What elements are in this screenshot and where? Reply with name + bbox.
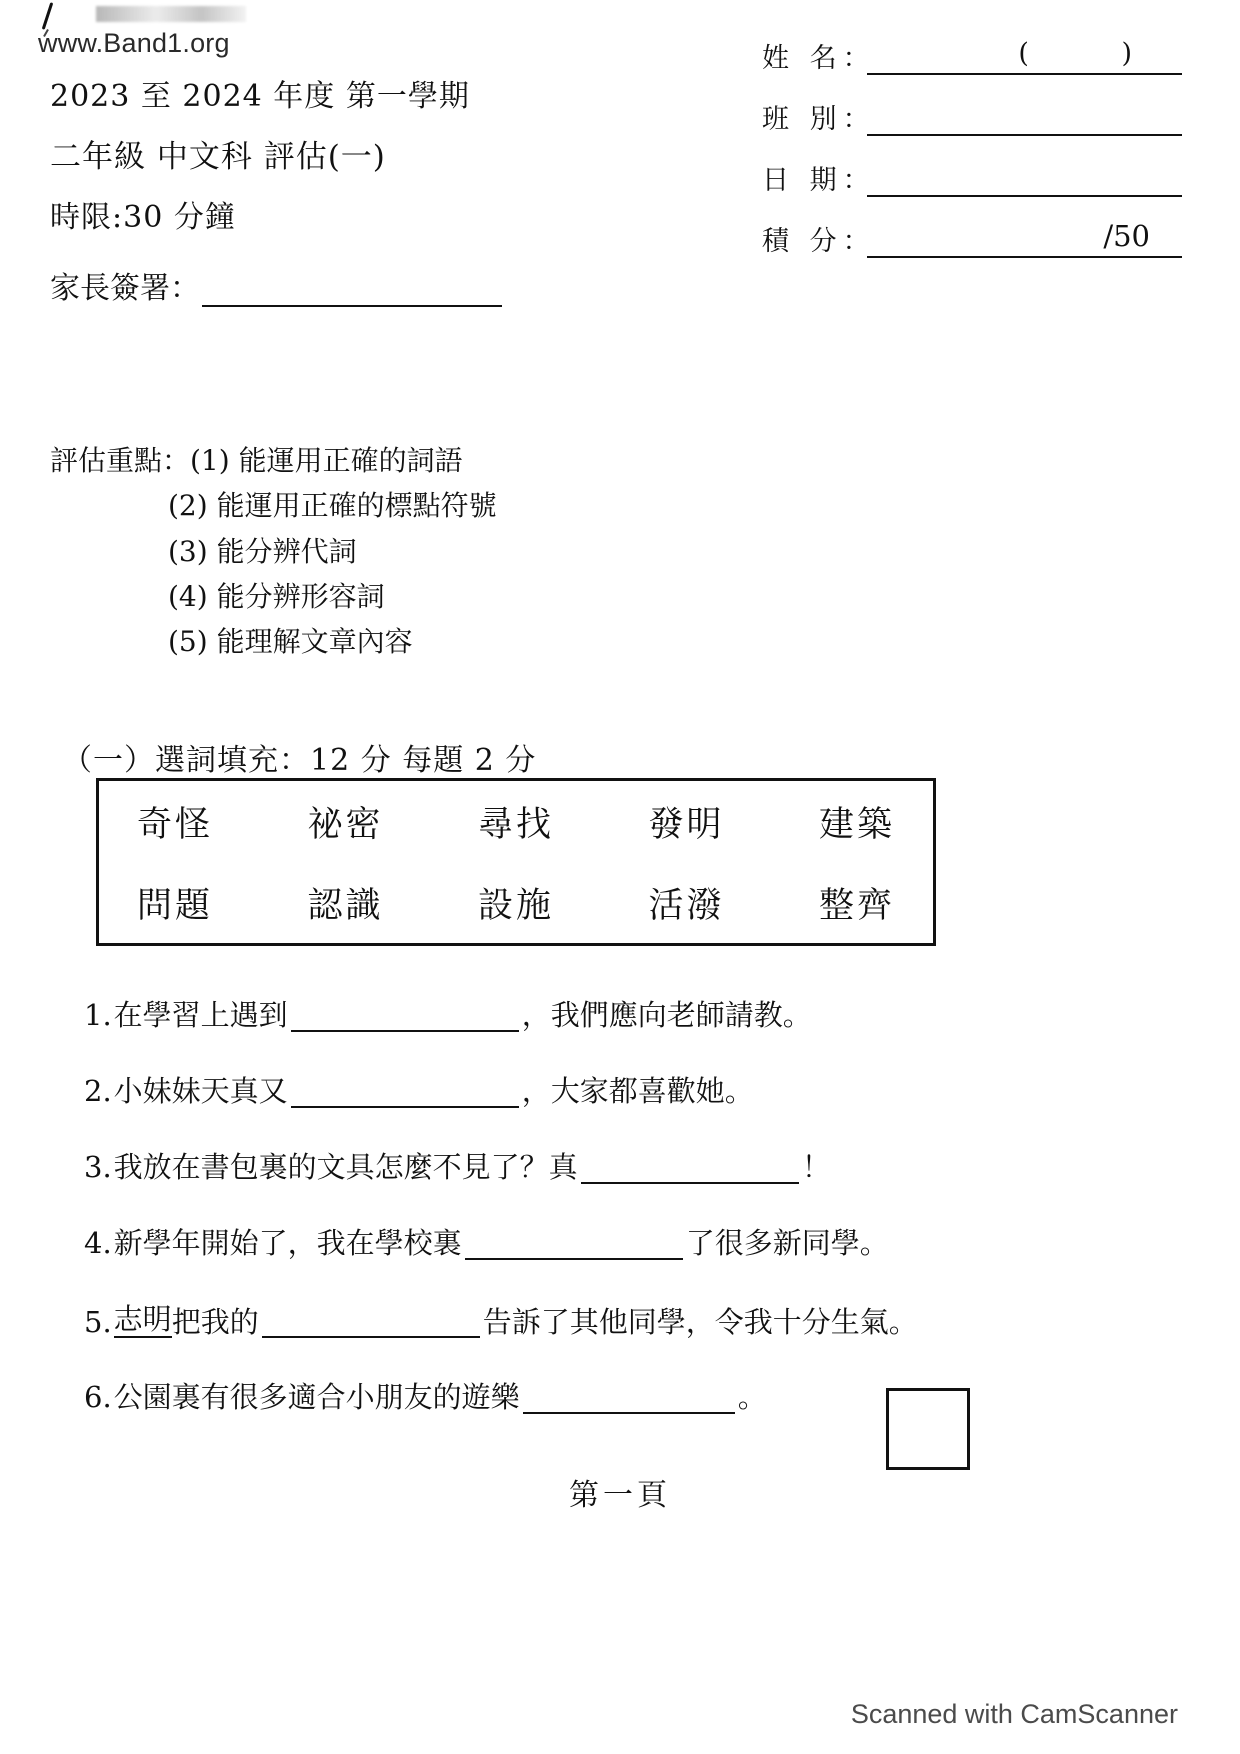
question-text-before: 新學年開始了，我在學校裏 bbox=[113, 1225, 462, 1260]
name-label: 姓 名： bbox=[762, 43, 876, 74]
word-bank-row bbox=[99, 781, 933, 862]
name-field-row bbox=[762, 36, 1182, 75]
word-bank-word[interactable]: 設施 bbox=[477, 885, 554, 926]
date-field-row bbox=[762, 158, 1182, 197]
question-text-before: 小妹妹天真又 bbox=[113, 1073, 288, 1108]
question-list bbox=[84, 1000, 1174, 1458]
parent-signature-label: 家長簽署： bbox=[50, 271, 200, 306]
question-text-after: 了很多新同學。 bbox=[685, 1225, 889, 1260]
word-bank-word[interactable]: 發明 bbox=[648, 804, 725, 845]
page-number: 第一頁 bbox=[569, 1478, 671, 1513]
scan-smudge bbox=[96, 6, 246, 22]
parent-signature-field[interactable] bbox=[202, 279, 502, 307]
question-item bbox=[84, 1073, 1174, 1108]
section-score-box[interactable] bbox=[886, 1388, 970, 1470]
word-bank-word[interactable]: 問題 bbox=[137, 885, 214, 926]
header-left bbox=[50, 79, 610, 307]
score-input[interactable] bbox=[867, 219, 1182, 258]
class-field-row bbox=[762, 97, 1182, 136]
word-bank-word[interactable]: 祕密 bbox=[307, 804, 384, 845]
word-bank-word[interactable]: 整齊 bbox=[818, 885, 895, 926]
question-text-after: 告訴了其他同學，令我十分生氣。 bbox=[482, 1304, 918, 1339]
question-number: 5. bbox=[84, 1304, 112, 1339]
word-bank bbox=[96, 778, 936, 946]
question-item bbox=[84, 1000, 1174, 1032]
class-label: 班 別： bbox=[762, 104, 876, 135]
name-paren: ( ) bbox=[1018, 38, 1174, 69]
question-text-after: 。 bbox=[737, 1380, 767, 1415]
word-bank-row bbox=[99, 862, 933, 943]
scanner-watermark: Scanned with CamScanner bbox=[850, 1699, 1178, 1729]
name-input[interactable] bbox=[867, 39, 1182, 75]
year-term-line: 2023 至 2024 年度 第一學期 bbox=[50, 79, 470, 114]
answer-blank[interactable] bbox=[291, 1006, 519, 1032]
word-bank-word[interactable]: 認識 bbox=[307, 885, 384, 926]
question-text-after: ，我們應向老師請教。 bbox=[521, 998, 812, 1032]
grade-subject-line: 二年級 中文科 評估(一) bbox=[50, 139, 386, 175]
assessment-focus-title: 評估重點：(1) 能運用正確的詞語 bbox=[50, 444, 463, 477]
date-input[interactable] bbox=[867, 161, 1182, 197]
parent-signature-row bbox=[50, 263, 610, 307]
header-right bbox=[762, 36, 1182, 280]
time-limit-line: 時限:30 分鐘 bbox=[50, 200, 236, 235]
word-bank-word[interactable]: 活潑 bbox=[648, 885, 725, 926]
assessment-focus-item: (3) 能分辨代詞 bbox=[168, 534, 357, 568]
question-text-before: 在學習上遇到 bbox=[113, 998, 288, 1032]
answer-blank[interactable] bbox=[465, 1234, 683, 1260]
assessment-focus-item: (5) 能理解文章內容 bbox=[168, 625, 413, 659]
question-item bbox=[84, 1225, 1174, 1260]
question-name-token: 志明 bbox=[114, 1304, 172, 1339]
assessment-focus-item: (4) 能分辨形容詞 bbox=[168, 580, 385, 614]
word-bank-word[interactable]: 奇怪 bbox=[137, 804, 214, 845]
answer-blank[interactable] bbox=[581, 1158, 799, 1184]
watermark-text: www.Band1.org bbox=[38, 28, 230, 58]
question-number: 3. bbox=[84, 1149, 112, 1184]
question-item bbox=[84, 1149, 1174, 1184]
question-text-after: ！ bbox=[801, 1149, 831, 1184]
answer-blank[interactable] bbox=[262, 1312, 480, 1338]
question-item bbox=[84, 1382, 1174, 1414]
score-field-row bbox=[762, 219, 1182, 258]
date-label: 日 期： bbox=[762, 165, 876, 196]
question-number: 2. bbox=[84, 1073, 112, 1108]
score-total: /50 bbox=[1103, 219, 1150, 253]
section-one-heading: （一）選詞填充：12 分 每題 2 分 bbox=[62, 743, 537, 778]
score-label: 積 分： bbox=[762, 226, 876, 257]
question-number: 6. bbox=[84, 1380, 112, 1415]
word-bank-word[interactable]: 尋找 bbox=[477, 804, 554, 845]
class-input[interactable] bbox=[867, 100, 1182, 136]
assessment-focus-item: (2) 能運用正確的標點符號 bbox=[168, 489, 497, 523]
question-text-before: 公園裏有很多適合小朋友的遊樂 bbox=[113, 1380, 520, 1415]
word-bank-word[interactable]: 建築 bbox=[818, 804, 895, 845]
question-item bbox=[84, 1301, 1174, 1339]
question-number: 1. bbox=[84, 998, 112, 1032]
question-text-before: 把我的 bbox=[171, 1304, 259, 1339]
answer-blank[interactable] bbox=[523, 1388, 735, 1414]
question-text-after: ，大家都喜歡她。 bbox=[521, 1073, 754, 1108]
answer-blank[interactable] bbox=[291, 1082, 519, 1108]
question-number: 4. bbox=[84, 1225, 112, 1260]
question-text-before: 我放在書包裏的文具怎麼不見了？真 bbox=[113, 1149, 578, 1184]
assessment-focus-list bbox=[50, 438, 497, 665]
